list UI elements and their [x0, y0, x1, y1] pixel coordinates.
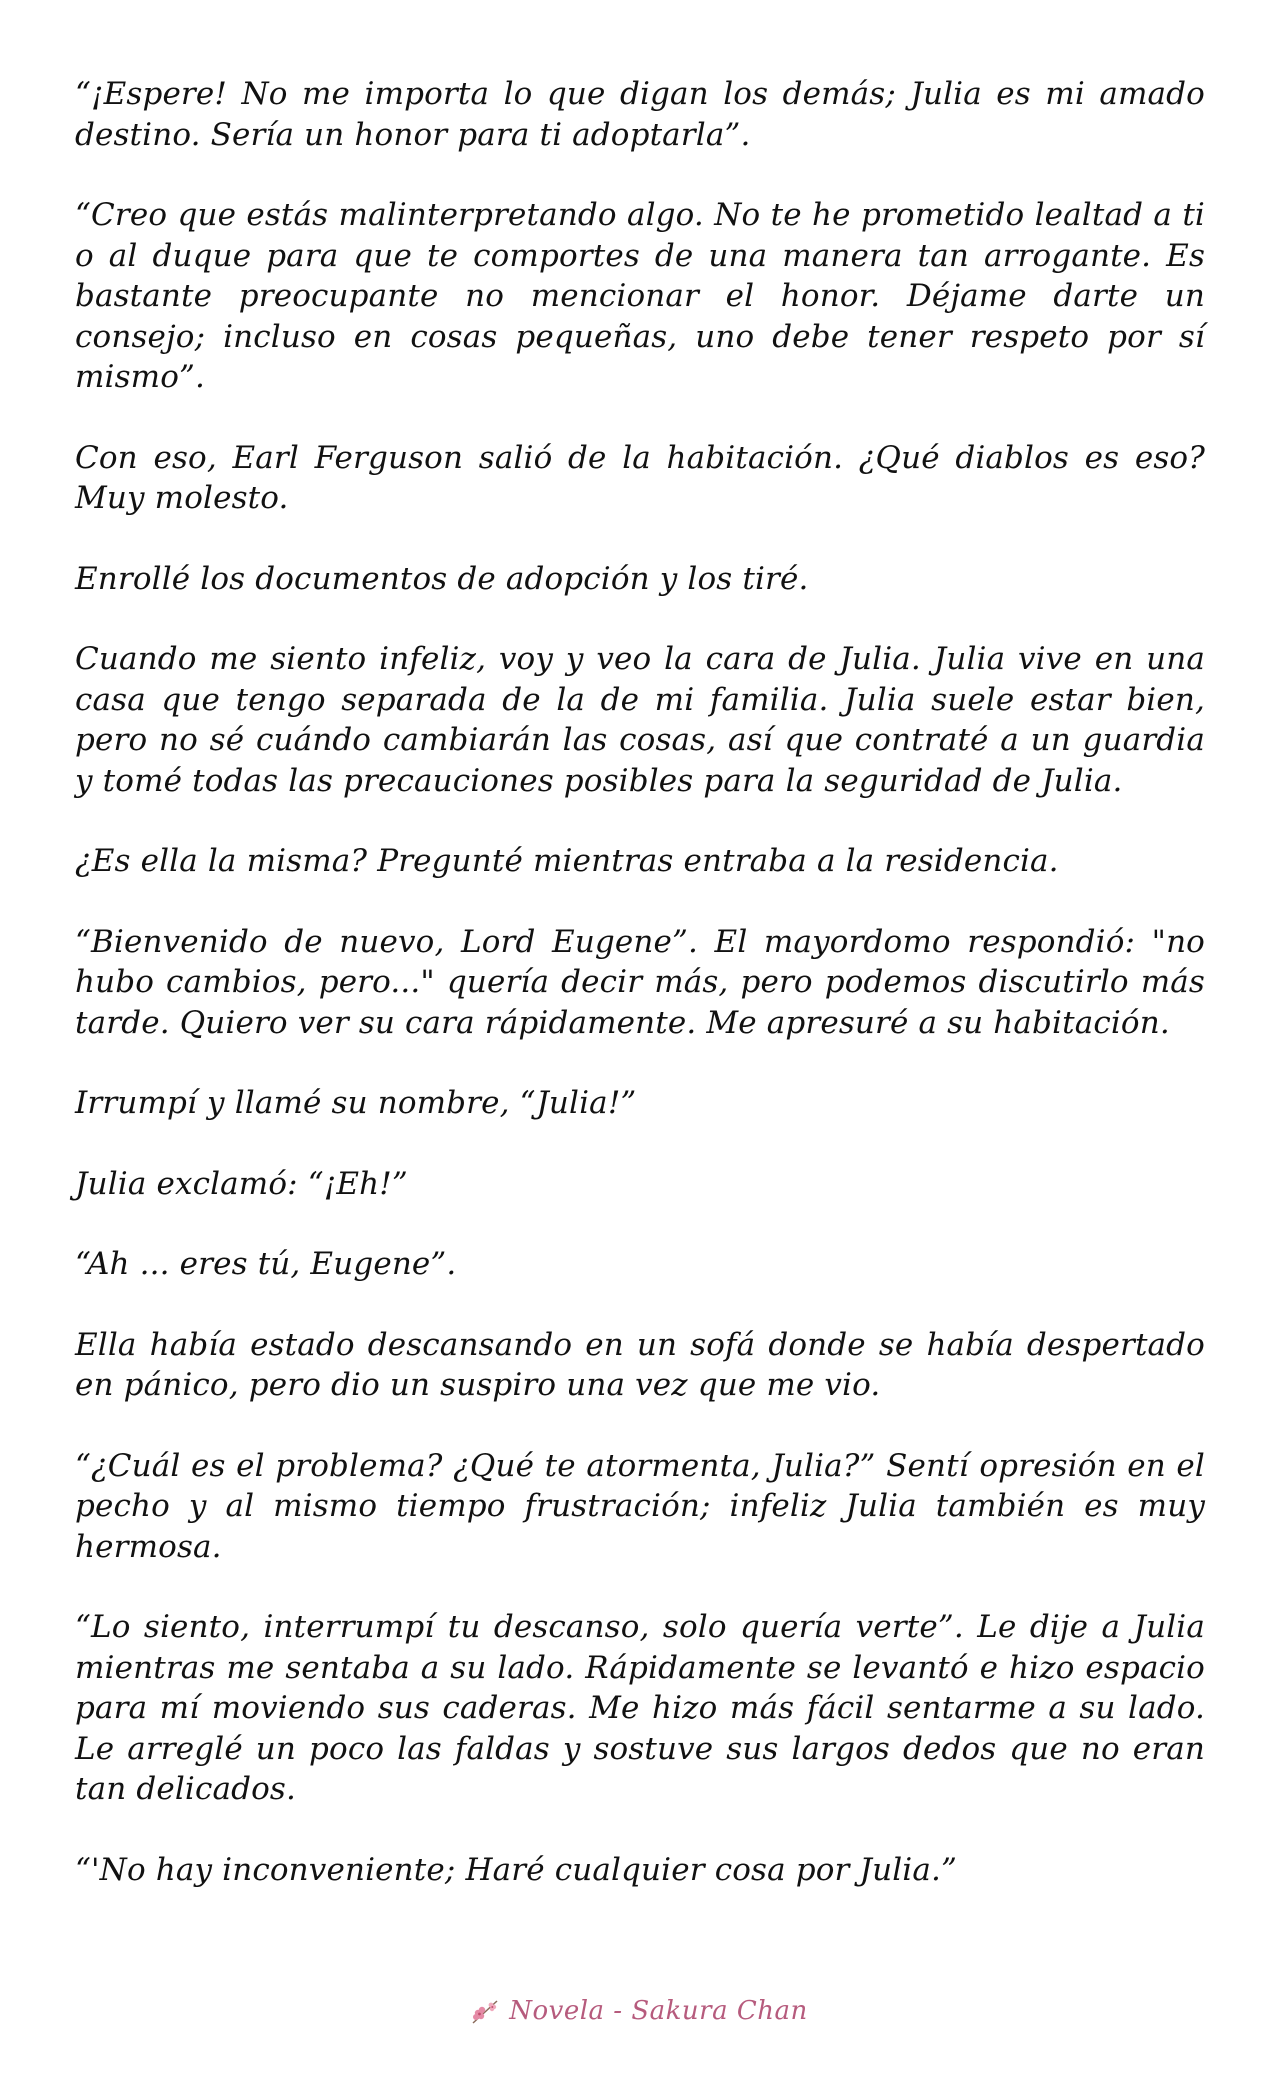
paragraph-11: Ella había estado descansando en un sofá donde se había despertado en pánico, pero dio un suspiro una vez que me vio. [75, 1326, 1205, 1403]
paragraph-5: Cuando me siento infeliz, voy y veo la cara de Julia. Julia vive en una casa que tengo separada de la de mi familia. Julia suele estar bien, pero no sé cuándo cambiarán las cosas, así que contraté a un guardia y tomé todas las precauciones posibles para la seguridad de Julia. [75, 641, 1205, 799]
paragraph-1: “¡Espere! No me importa lo que digan los demás; Julia es mi amado destino. Sería un honor para ti adoptarla”. [75, 76, 1205, 153]
paragraph-14: “'No hay inconveniente; Haré cualquier cosa por Julia.” [75, 1851, 957, 1888]
paragraph-9: Julia exclamó: “¡Eh!” [75, 1165, 408, 1202]
paragraph-8: Irrumpí y llamé su nombre, “Julia!” [75, 1085, 637, 1121]
footer-watermark [0, 1990, 1275, 2032]
paragraph-2: “Creo que estás malinterpretando algo. No te he prometido lealtad a ti o al duque para que te comportes de una manera tan arrogante. Es bastante preocupante no mencionar el honor. Déjame darte un consejo; incluso en cosas pequeñas, uno debe tener respeto por sí mismo”. [75, 197, 1205, 395]
paragraph-12: “¿Cuál es el problema? ¿Qué te atormenta, Julia?” Sentí opresión en el pecho y al mismo tiempo frustración; infeliz Julia también es muy hermosa. [75, 1447, 1205, 1565]
paragraph-4: Enrollé los documentos de adopción y los tiré. [75, 560, 809, 597]
paragraph-3: Con eso, Earl Ferguson salió de la habitación. ¿Qué diablos es eso? Muy molesto. [75, 439, 1205, 516]
footer-text: Novela - Sakura Chan [509, 1996, 808, 2026]
cherry-blossom-icon [467, 1993, 503, 2029]
paragraph-7: “Bienvenido de nuevo, Lord Eugene”. El mayordomo respondió: "no hubo cambios, pero..." quería decir más, pero podemos discutirlo más tarde. Quiero ver su cara rápidamente. Me apresuré a su habitación. [75, 923, 1205, 1041]
document-body [75, 74, 1205, 1890]
paragraph-10: “Ah ... eres tú, Eugene”. [75, 1246, 457, 1282]
paragraph-6: ¿Es ella la misma? Pregunté mientras entraba a la residencia. [75, 843, 1059, 879]
paragraph-13: “Lo siento, interrumpí tu descanso, solo quería verte”. Le dije a Julia mientras me sentaba a su lado. Rápidamente se levantó e hizo espacio para mí moviendo sus caderas. Me hizo más fácil sentarme a su lado. Le arreglé un poco las faldas y sostuve sus largos dedos que no eran tan delicados. [75, 1609, 1205, 1807]
